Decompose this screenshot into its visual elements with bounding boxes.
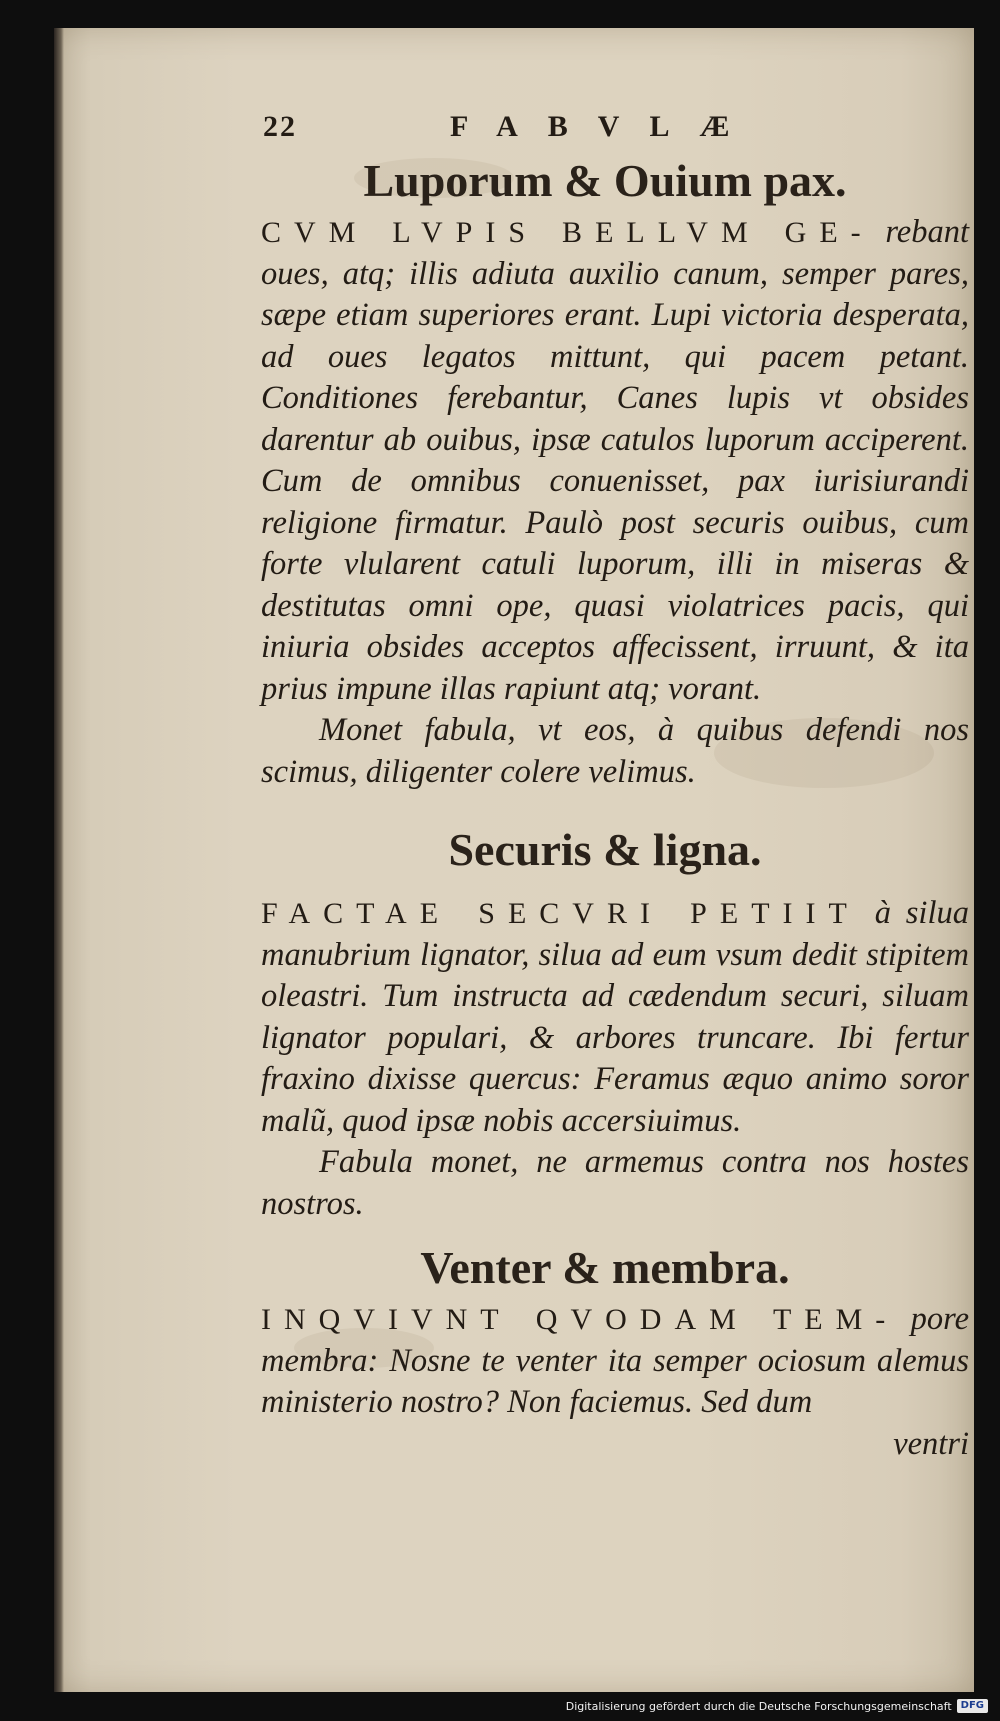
catchword: ventri	[893, 1425, 969, 1462]
digitization-credit	[566, 1699, 988, 1713]
fable-moral: Fabula monet, ne armemus contra nos hostes nostros.	[261, 1144, 969, 1222]
fable-title: Securis & ligna.	[448, 824, 762, 875]
fable-text	[261, 1299, 969, 1424]
fable-moral: Monet fabula, vt eos, à quibus defendi nos scimus, diligenter colere velimus.	[261, 712, 969, 790]
fable-body-text: rebant oues, atq; illis adiuta auxilio canum, semper pares, sæpe etiam superiores erant. Lupi victoria desperata, ad oues legatos mittunt, qui pacem petant. Conditiones ferebantur, Canes lupis vt obsides darentur ab ouibus, ipsæ catulos luporum acciperent. Cum de omnibus conuenisset, pax iurisiurandi religione firmatur. Paulò post securis ouibus, cum forte vlularent catuli luporum, illi in miseras & destitutas omni ope, quasi violatrices pacis, qui iniuria obsides acceptos affecissent, irruunt, & ita prius impune illas rapiunt atq; vorant.	[261, 214, 970, 707]
page-gutter-shadow	[54, 28, 64, 1692]
page-text-block	[205, 100, 970, 1465]
fable-opening-words: CVM LVPIS BELLVM GE-	[261, 216, 874, 249]
page-number: 22	[263, 110, 297, 143]
credit-text: Digitalisierung gefördert durch die Deutsche Forschungsgemeinschaft	[565, 1699, 952, 1713]
fable-title: Venter & membra.	[420, 1242, 790, 1293]
fable-opening-words: FACTAE SECVRI PETIIT	[261, 897, 860, 930]
fable-body-text: à silua manubrium lignator, silua ad eum vsum dedit stipitem oleastri. Tum instructa ad cædendum securi, siluam lignator populari, & arbores truncare. Ibi fertur fraxino dixisse quercus: Feramus æquo animo soror malũ, quod ipsæ nobis accersiuimus.	[261, 895, 969, 1139]
fable-text	[261, 893, 969, 1142]
fable-opening-words: INQVIVNT QVODAM TEM-	[261, 1303, 899, 1336]
fable-body-text: pore membra: Nosne te venter ita semper ociosum alemus ministerio nostro? Non faciemus. Sed dum	[261, 1301, 969, 1420]
fable-title: Luporum & Ouium pax.	[363, 155, 847, 206]
running-head	[205, 100, 965, 150]
dfg-logo-icon: DFG	[957, 1699, 988, 1713]
running-title: FABVLÆ	[450, 110, 760, 143]
fable-text	[261, 212, 969, 710]
